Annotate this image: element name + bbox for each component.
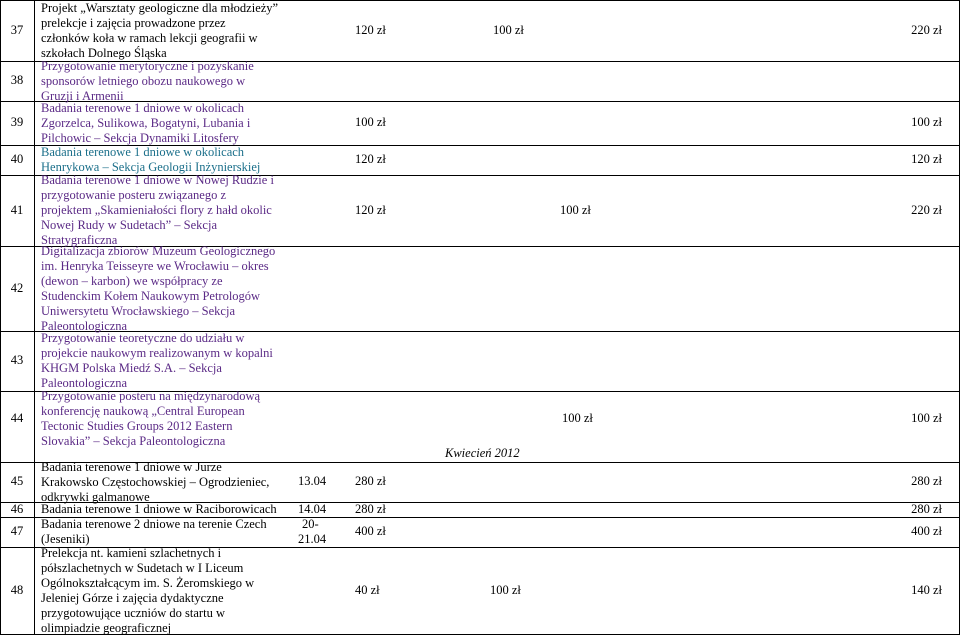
amount-1: 400 zł — [355, 524, 386, 538]
description-line: Badania terenowe 2 dniowe na terenie Czech — [41, 517, 267, 531]
description-line: Przygotowanie merytoryczne i pozyskanie — [41, 58, 254, 73]
amount-1: 120 zł — [355, 152, 386, 166]
description-line: półszlachetnych w Sudetach w I Liceum — [41, 560, 244, 575]
row-number: 40 — [10, 152, 24, 166]
row-number: 47 — [10, 524, 24, 538]
row-number: 46 — [10, 501, 24, 516]
row-description — [41, 173, 274, 248]
description-line: sponsorów letniego obozu naukowego w — [41, 73, 246, 88]
description-line: Badania terenowe 1 dniowe w Jurze — [41, 459, 222, 474]
description-line: Nowej Rudy w Sudetach” – Sekcja — [41, 218, 218, 232]
row-description — [41, 145, 260, 175]
description-line: Studenckim Kołem Naukowym Petrologów — [41, 288, 261, 303]
description-line: Badania terenowe 1 dniowe w Nowej Rudzie i — [41, 173, 274, 187]
row-number: 42 — [10, 280, 24, 295]
amount-1: 280 zł — [355, 474, 386, 488]
description-line: Tectonic Studies Groups 2012 Eastern — [41, 419, 233, 433]
row-description — [41, 502, 277, 517]
row-number: 39 — [10, 115, 24, 129]
description-line: Pilchowic – Sekcja Dynamiki Litosfery — [41, 130, 239, 145]
description-line: szkołach Dolnego Śląska — [41, 46, 167, 60]
description-line: KHGM Polska Miedź S.A. – Sekcja — [41, 361, 222, 375]
row-total: 100 zł — [911, 411, 942, 425]
row-description — [41, 59, 254, 104]
description-line: członków koła w ramach lekcji geografii w — [41, 31, 258, 45]
description-line: (Jeseniki) — [41, 532, 90, 546]
amount-1: 120 zł — [355, 23, 386, 37]
description-line: projektem „Skamieniałości flory z hałd okolic — [41, 203, 272, 217]
row-total: 220 zł — [911, 202, 942, 217]
description-line: Slovakia” – Sekcja Paleontologiczna — [41, 434, 226, 448]
description-line: Badania terenowe 1 dniowe w okolicach — [41, 100, 245, 115]
description-line: Projekt „Warsztaty geologiczne dla młodzieży” — [41, 1, 279, 15]
row-date: 21.04 — [298, 532, 327, 546]
row-description — [41, 101, 250, 146]
row-description — [41, 460, 269, 505]
row-total: 280 zł — [911, 474, 942, 488]
description-line: Stratygraficzna — [41, 233, 118, 247]
row-description — [41, 1, 278, 61]
row-description — [41, 546, 254, 636]
amount-1: 40 zł — [355, 582, 380, 597]
row-date: 14.04 — [298, 501, 327, 516]
row-number: 37 — [10, 23, 24, 37]
description-line: Uniwersytetu Wrocławskiego – Sekcja — [41, 303, 236, 318]
row-description — [41, 389, 260, 449]
description-line: Badania terenowe 1 dniowe w Raciborowicach — [41, 502, 277, 516]
description-line: Henrykowa – Sekcja Geologii Inżynierskiej — [41, 160, 261, 174]
row-total: 100 zł — [911, 115, 942, 129]
amount-1: 280 zł — [355, 501, 386, 516]
row-date: 13.04 — [298, 474, 327, 488]
description-line: przygotowujące uczniów do startu w — [41, 605, 225, 620]
grid-line — [34, 0, 35, 635]
row-number: 45 — [10, 474, 24, 488]
row-date: 20- — [302, 517, 319, 531]
description-line: Przygotowanie teoretyczne do udziału w — [41, 331, 245, 345]
amount-2: 100 zł — [493, 23, 524, 37]
row-number: 43 — [10, 353, 24, 367]
amount-2: 100 zł — [562, 411, 593, 425]
description-line: Prelekcja nt. kamieni szlachetnych i — [41, 545, 222, 560]
description-line: Paleontologiczna — [41, 318, 128, 333]
amount-2: 100 zł — [490, 582, 521, 597]
description-line: Jeleniej Górze i zajęcia dydaktyczne — [41, 590, 224, 605]
grid-line — [0, 0, 1, 635]
description-line: prelekcje i zajęcia prowadzone przez — [41, 16, 226, 30]
description-line: przygotowanie posteru związanego z — [41, 188, 226, 202]
description-line: Ogólnokształcącym im. S. Żeromskiego w — [41, 575, 255, 590]
description-line: Gruzji i Armenii — [41, 88, 124, 103]
amount-1: 120 zł — [355, 202, 386, 217]
row-description — [41, 517, 267, 547]
row-description — [41, 331, 273, 391]
description-line: Digitalizacja zbiorów Muzeum Geologicznego — [41, 243, 276, 258]
description-line: Paleontologiczna — [41, 376, 128, 390]
description-line: Przygotowanie posteru na międzynarodową — [41, 389, 261, 403]
row-number: 41 — [10, 202, 24, 217]
description-line: konferencję naukową „Central European — [41, 404, 245, 418]
row-number: 38 — [10, 73, 24, 87]
row-number: 48 — [10, 582, 24, 597]
row-total: 280 zł — [911, 501, 942, 516]
description-line: (dewon – karbon) we współpracy ze — [41, 273, 223, 288]
description-line: im. Henryka Teisseyre we Wrocławiu – okres — [41, 258, 269, 273]
row-description — [41, 244, 275, 334]
row-total: 120 zł — [911, 152, 942, 166]
amount-2: 100 zł — [560, 202, 591, 217]
row-number: 44 — [10, 411, 24, 425]
description-line: Zgorzelca, Sulikowa, Bogatyni, Lubania i — [41, 115, 251, 130]
row-total: 220 zł — [911, 23, 942, 37]
row-total: 140 zł — [911, 582, 942, 597]
description-line: odkrywki galmanowe — [41, 489, 150, 504]
description-line: Krakowsko Częstochowskiej – Ogrodzieniec, — [41, 474, 270, 489]
row-total: 400 zł — [911, 524, 942, 538]
description-line: Badania terenowe 1 dniowe w okolicach — [41, 145, 245, 159]
description-line: projekcie naukowym realizowanym w kopalni — [41, 346, 273, 360]
description-line: olimpiadzie geograficznej — [41, 620, 172, 635]
month-label: Kwiecień 2012 — [445, 446, 520, 460]
amount-1: 100 zł — [355, 115, 386, 129]
